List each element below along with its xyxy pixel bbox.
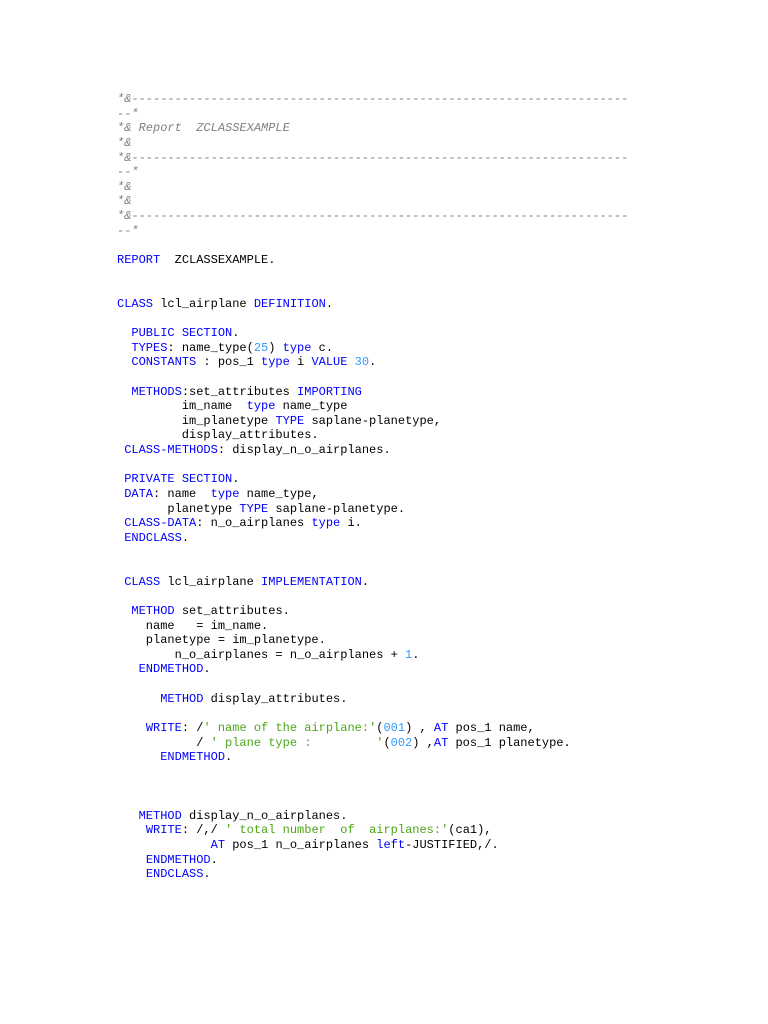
code-line	[117, 794, 737, 809]
code-line	[117, 92, 737, 107]
keyword-token: type	[261, 355, 290, 370]
code-line	[117, 721, 737, 736]
keyword-token: IMPORTING	[297, 384, 362, 399]
code-line	[117, 151, 737, 166]
code-line	[117, 282, 737, 297]
code-line	[117, 414, 737, 429]
keyword-token: ENDMETHOD	[145, 852, 211, 867]
number-token: 25	[253, 340, 269, 355]
code-line	[117, 487, 737, 502]
keyword-token: CLASS	[124, 574, 161, 589]
code-line	[117, 619, 737, 634]
code-token	[117, 341, 131, 355]
code-line	[117, 209, 737, 224]
code-line	[117, 326, 737, 341]
comment-token: *& Report ZCLASSEXAMPLE	[117, 121, 290, 136]
code-token: .	[203, 867, 211, 882]
code-token: i	[289, 355, 312, 370]
comment-token: *&	[117, 135, 132, 150]
code-token	[117, 721, 146, 735]
code-line	[117, 604, 737, 619]
keyword-token: left	[376, 837, 406, 852]
code-token: im_planetype	[117, 413, 276, 428]
code-line	[117, 180, 737, 195]
code-line	[117, 341, 737, 356]
code-line	[117, 750, 737, 765]
code-token: lcl_airplane	[160, 574, 262, 589]
code-token: : n_o_airplanes	[196, 516, 312, 531]
code-token: name_type	[275, 399, 348, 414]
keyword-token: REPORT	[117, 252, 161, 267]
code-token	[117, 838, 211, 852]
keyword-token: TYPE	[275, 413, 305, 428]
code-line	[117, 107, 737, 122]
code-token: pos_1 n_o_airplanes	[225, 837, 377, 852]
keyword-token: AT	[210, 837, 226, 852]
code-token: ) ,	[412, 735, 434, 750]
code-token: display_attributes.	[203, 691, 348, 706]
keyword-token: METHODS	[131, 384, 182, 399]
code-token: im_name	[117, 399, 247, 414]
code-line	[117, 531, 737, 546]
keyword-token: CLASS	[117, 296, 154, 311]
code-line	[117, 253, 737, 268]
code-token: .	[369, 355, 377, 370]
code-line	[117, 458, 737, 473]
string-token: ' plane type : '	[210, 735, 384, 750]
keyword-token: CONSTANTS	[131, 355, 197, 370]
code-token: .	[210, 852, 218, 867]
keyword-token: IMPLEMENTATION	[261, 574, 362, 589]
code-token: saplane-planetype,	[304, 413, 442, 428]
code-token	[117, 662, 139, 676]
code-token: (ca1),	[448, 823, 492, 838]
code-listing	[117, 92, 737, 882]
code-token	[347, 355, 354, 369]
code-token: .	[232, 472, 240, 487]
code-line	[117, 472, 737, 487]
code-line	[117, 692, 737, 707]
code-token: .	[361, 574, 370, 589]
code-line	[117, 575, 737, 590]
keyword-token: AT	[433, 720, 449, 735]
code-line	[117, 809, 737, 824]
keyword-token: TYPE	[239, 501, 269, 516]
code-token: display_n_o_airplanes.	[181, 808, 348, 823]
code-line	[117, 355, 737, 370]
code-line	[117, 399, 737, 414]
string-token: ' total number of airplanes:'	[225, 823, 449, 838]
code-token: name = im_name.	[117, 618, 269, 633]
code-line	[117, 370, 737, 385]
code-token: .	[203, 662, 211, 677]
code-line	[117, 677, 737, 692]
code-token: c.	[311, 340, 334, 355]
code-line	[117, 136, 737, 151]
number-token: 30	[354, 355, 370, 370]
code-token	[117, 355, 131, 369]
code-token: .	[412, 647, 420, 662]
code-token: set_attributes.	[174, 603, 290, 618]
keyword-token: METHOD	[131, 603, 175, 618]
code-token: :set_attributes	[181, 384, 298, 399]
keyword-token: WRITE	[145, 720, 182, 735]
code-line	[117, 736, 737, 751]
code-token: saplane-planetype.	[268, 501, 406, 516]
code-token: /	[117, 735, 211, 750]
code-token: .	[325, 296, 334, 311]
comment-token: --*	[117, 106, 139, 121]
code-token: pos_1 name,	[448, 720, 535, 735]
keyword-token: VALUE	[311, 355, 348, 370]
keyword-token: ENDMETHOD	[138, 662, 204, 677]
code-token: .	[225, 750, 233, 765]
code-line	[117, 428, 737, 443]
code-token	[117, 750, 160, 764]
code-line	[117, 765, 737, 780]
keyword-token: type	[246, 399, 276, 414]
comment-token: *&---------------------------------------------------------------------	[117, 209, 629, 223]
keyword-token: ENDCLASS	[124, 530, 182, 545]
keyword-token: type	[210, 486, 240, 501]
keyword-token: AT	[433, 735, 449, 750]
code-line	[117, 502, 737, 517]
code-line	[117, 165, 737, 180]
number-token: 001	[383, 720, 406, 735]
code-line	[117, 268, 737, 283]
code-token	[117, 604, 131, 618]
code-token: -JUSTIFIED,/.	[405, 837, 499, 852]
code-line	[117, 838, 737, 853]
code-line	[117, 706, 737, 721]
code-line	[117, 560, 737, 575]
keyword-token: DEFINITION	[253, 296, 326, 311]
code-line	[117, 823, 737, 838]
comment-token: *&---------------------------------------------------------------------	[117, 150, 629, 165]
code-line	[117, 589, 737, 604]
keyword-token: CLASS-DATA	[124, 516, 197, 531]
code-token: : /	[181, 720, 204, 735]
keyword-token: ENDCLASS	[145, 867, 204, 882]
comment-token: --*	[117, 165, 139, 180]
code-token: ) ,	[405, 720, 434, 735]
code-line	[117, 311, 737, 326]
code-token: : /,/	[181, 823, 226, 838]
code-token	[117, 823, 146, 837]
keyword-token: CLASS-METHODS	[124, 443, 218, 457]
code-token: lcl_airplane	[153, 296, 254, 311]
code-line	[117, 867, 737, 882]
code-token: : name	[153, 486, 211, 501]
code-token	[117, 385, 131, 399]
code-token	[117, 692, 160, 706]
code-token: (	[383, 735, 391, 750]
code-token: pos_1 planetype.	[448, 735, 571, 750]
comment-token: *&---------------------------------------------------------------------	[117, 92, 629, 106]
code-line	[117, 853, 737, 868]
code-token: n_o_airplanes = n_o_airplanes +	[117, 647, 406, 662]
keyword-token: WRITE	[145, 823, 182, 838]
keyword-token: PUBLIC SECTION	[131, 326, 233, 340]
keyword-token: type	[282, 340, 312, 355]
keyword-token: type	[311, 516, 341, 531]
code-token: name_type,	[239, 486, 319, 501]
code-token: planetype	[117, 501, 240, 516]
code-token: : name_type(	[167, 340, 254, 355]
code-token: i.	[340, 516, 362, 531]
number-token: 1	[405, 647, 413, 662]
code-line	[117, 224, 737, 239]
string-token: ' name of the airplane:'	[203, 720, 377, 735]
keyword-token: METHOD	[160, 691, 204, 706]
keyword-token: PRIVATE SECTION	[124, 472, 233, 487]
code-line	[117, 648, 737, 663]
code-token	[117, 853, 146, 867]
code-line	[117, 385, 737, 400]
code-line	[117, 779, 737, 794]
code-token: : pos_1	[196, 355, 262, 370]
code-line	[117, 633, 737, 648]
code-line	[117, 662, 737, 677]
code-token: .	[232, 326, 240, 340]
code-token: : display_n_o_airplanes.	[217, 443, 391, 457]
code-token: display_attributes.	[117, 428, 319, 443]
code-line	[117, 443, 737, 458]
keyword-token: METHOD	[138, 808, 182, 823]
code-token: ZCLASSEXAMPLE.	[160, 252, 276, 267]
code-line	[117, 194, 737, 209]
code-line	[117, 238, 737, 253]
code-token	[117, 867, 146, 881]
code-line	[117, 516, 737, 531]
code-line	[117, 545, 737, 560]
keyword-token: ENDMETHOD	[160, 750, 226, 765]
code-token: .	[181, 530, 190, 545]
comment-token: --*	[117, 223, 139, 238]
code-token: planetype = im_planetype.	[117, 633, 326, 648]
code-token: (	[376, 720, 384, 735]
keyword-token: TYPES	[131, 340, 168, 355]
code-token	[117, 809, 139, 823]
comment-token: *&	[117, 179, 132, 194]
code-token	[117, 326, 131, 340]
number-token: 002	[390, 735, 413, 750]
keyword-token: DATA	[124, 486, 154, 501]
code-line	[117, 121, 737, 136]
code-line	[117, 297, 737, 312]
code-token: )	[268, 340, 283, 355]
comment-token: *&	[117, 194, 132, 209]
